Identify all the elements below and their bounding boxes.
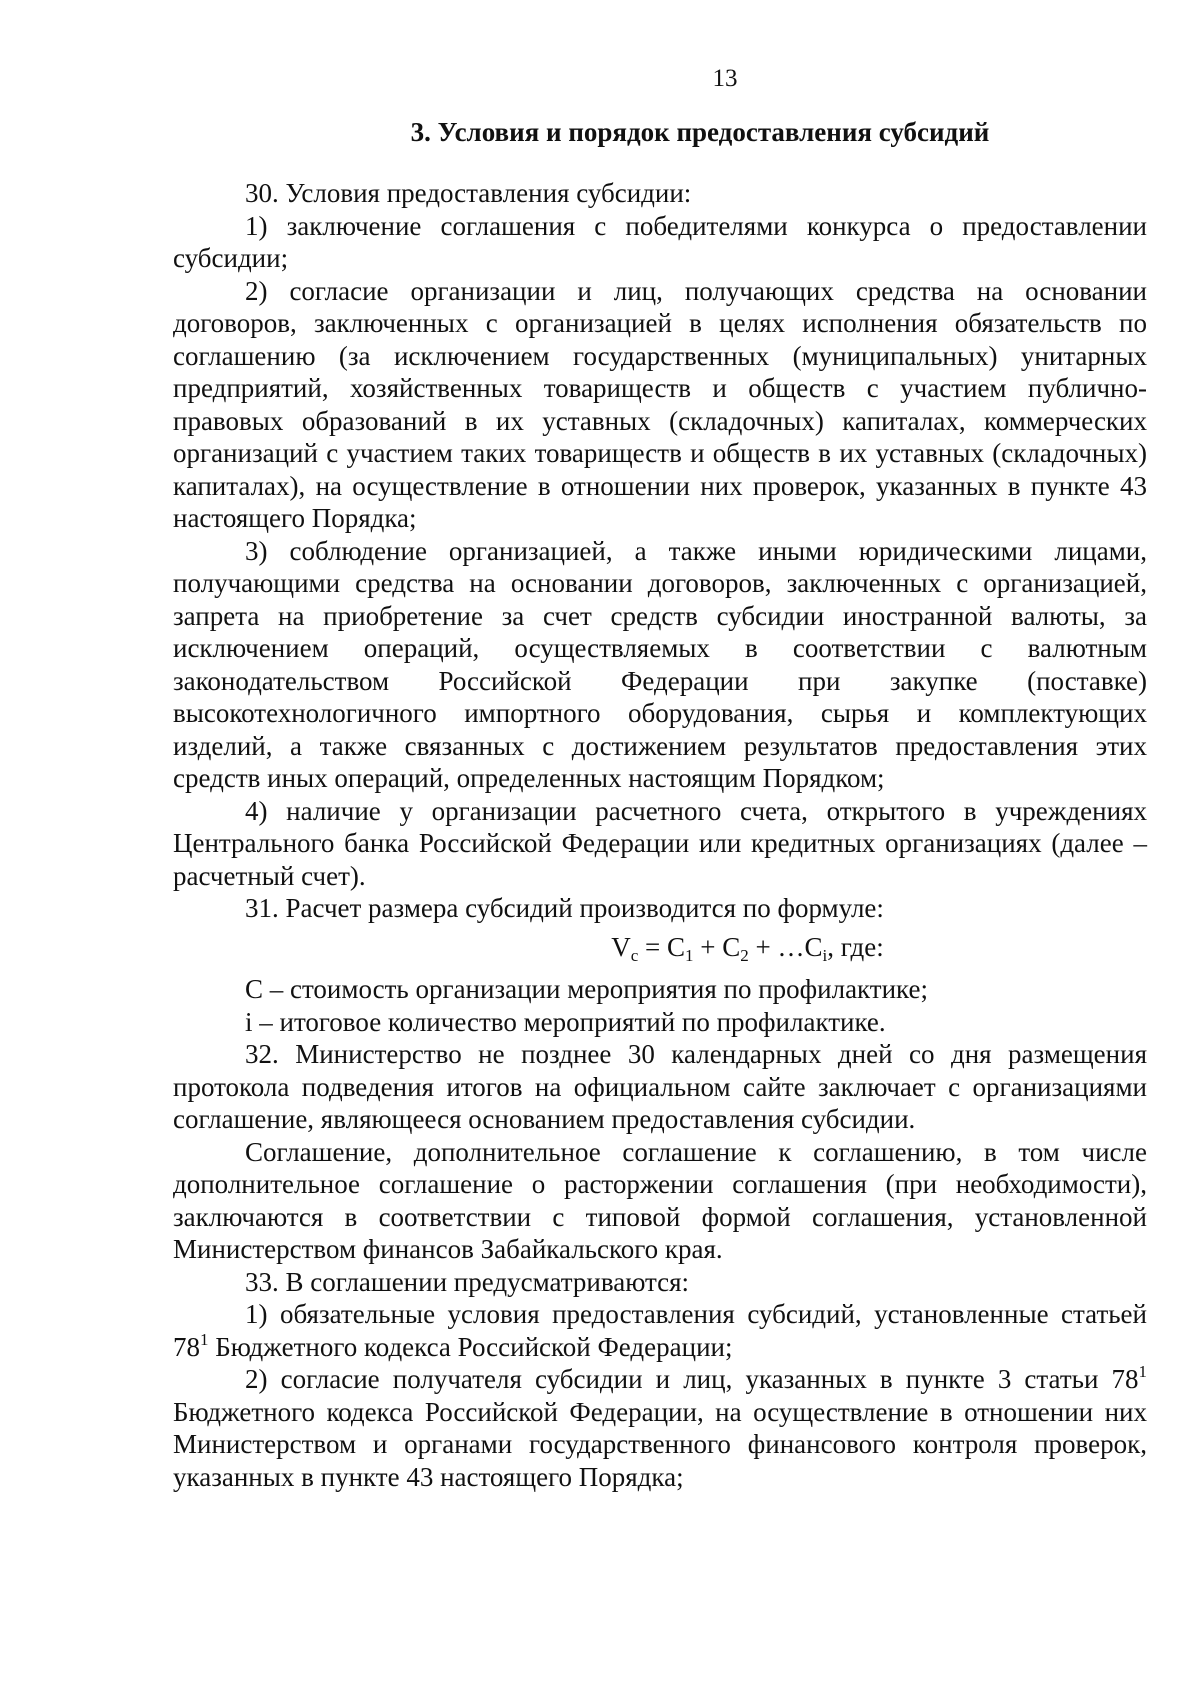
formula-equals-c: = C xyxy=(638,931,686,962)
definition-c: С – стоимость организации мероприятия по профилактике; xyxy=(245,974,928,1004)
paragraph-30-item-3: 3) соблюдение организацией, а также иными юридическими лицами, получающими средства на основании договоров, заключенных с организацией, запрета на приобретение за счет средств субсидии иностранной валюты, за исключением операций, осуществляемых в соответствии с валютным законодательством Российской Федерации при закупке (поставке) высокотехнологичного импортного оборудования, сырья и комплектующих изделий, а также связанных с достижением результатов предоставления этих средств иных операций, определенных настоящим Порядком; xyxy=(173,535,1147,793)
formula-plus-c: + C xyxy=(693,931,741,962)
paragraph-30-item-1: 1) заключение соглашения с победителями конкурса о предоставлении субсидии; xyxy=(173,210,1147,273)
paragraph-33-item-2-tail: Бюджетного кодекса Российской Федерации, на осуществление в отношении них Министерством и органами государственного финансового контроля проверок, указанных в пункте 43 настоящего Порядка; xyxy=(173,1396,1147,1492)
paragraph-33: 33. В соглашении предусматриваются: xyxy=(245,1266,690,1297)
paragraph-30-item-4: 4) наличие у организации расчетного счета, открытого в учреждениях Центрального банка Российской Федерации или кредитных организациях (далее – расчетный счет). xyxy=(173,795,1147,891)
formula-ci-subscript: i xyxy=(822,945,828,965)
paragraph-33-item-1 xyxy=(173,1298,1147,1363)
definition-i: i – итоговое количество мероприятий по профилактике. xyxy=(245,1006,886,1037)
paragraph-33-item-1-tail: Бюджетного кодекса Российской Федерации; xyxy=(208,1331,733,1362)
page-number: 13 xyxy=(712,65,738,92)
formula-c2-subscript: 2 xyxy=(740,945,749,965)
paragraph-32: 32. Министерство не позднее 30 календарных дней со дня размещения протокола подведения итогов на официальном сайте заключает с организациями соглашение, являющееся основанием предоставления субсидии. xyxy=(173,1039,1147,1134)
document-page xyxy=(173,64,1147,1493)
formula-v: V xyxy=(611,931,631,962)
paragraph-32-agreement: Соглашение, дополнительное соглашение к соглашению, в том числе дополнительное соглашение о расторжении соглашения (при необходимости), заключаются в соответствии с типовой формой соглашения, установленной Министерством финансов Забайкальского края. xyxy=(173,1136,1147,1264)
formula-c1-subscript: 1 xyxy=(685,945,694,965)
paragraph-30: 30. Условия предоставления субсидии: xyxy=(245,178,692,208)
article-superscript: 1 xyxy=(200,1329,209,1349)
paragraph-30-item-2: 2) согласие организации и лиц, получающих средства на основании договоров, заключенных с организацией в целях исполнения обязательств по соглашению (за исключением государственных (муниципальных) унитарных предприятий, хозяйственных товариществ и обществ с участием публично-правовых образований в их уставных (складочных) капиталах, коммерческих организаций с участием таких товариществ и обществ в их уставных (складочных) капиталах), на осуществление в отношении них проверок, указанных в пункте 43 настоящего Порядка; xyxy=(173,275,1147,533)
formula-v-subscript: c xyxy=(630,945,639,965)
article-superscript: 1 xyxy=(1138,1362,1147,1381)
formula-rest: + …C xyxy=(748,931,823,962)
paragraph-33-item-2 xyxy=(173,1363,1147,1493)
paragraph-33-item-1-text: 1) обязательные условия предоставления субсидий, установленные статьей 78 xyxy=(173,1299,1147,1362)
section-title: 3. Условия и порядок предоставления субсидий xyxy=(410,117,990,147)
formula-tail: , где: xyxy=(827,931,884,962)
paragraph-31: 31. Расчет размера субсидий производится по формуле: xyxy=(245,893,884,923)
document-body xyxy=(173,177,1147,1493)
paragraph-33-item-2-text: 2) согласие получателя субсидии и лиц, указанных в пункте 3 статьи 78 xyxy=(245,1364,1139,1394)
subsidy-formula xyxy=(173,931,1147,964)
